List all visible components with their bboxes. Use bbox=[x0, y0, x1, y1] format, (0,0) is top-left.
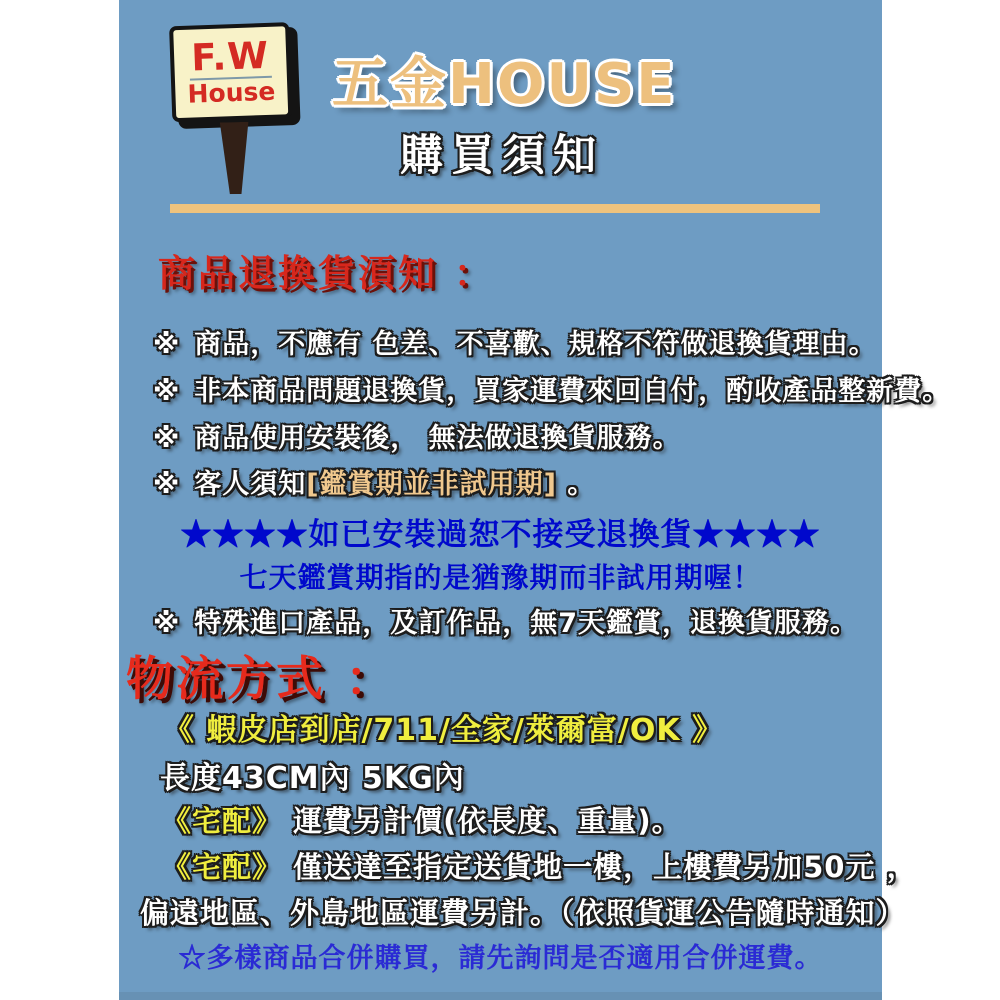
home-delivery-floor-text: 僅送達至指定送貨地一樓，上樓費另加50元 ， bbox=[282, 850, 917, 884]
home-delivery-tag: 《宅配》 bbox=[162, 850, 283, 884]
return-rule-item bbox=[153, 322, 877, 361]
size-weight-limit: 長度43CM內 5KG內 bbox=[160, 761, 465, 796]
installed-no-return-warning: ★★★★如已安裝過恕不接受退換貨★★★★ bbox=[180, 517, 821, 553]
home-delivery-fee-text: 運費另計價(依長度、重量)。 bbox=[282, 804, 682, 838]
logo-text-house: House bbox=[187, 76, 276, 109]
home-delivery-floor-line bbox=[162, 845, 917, 886]
logo-text-fw: F.W bbox=[190, 33, 270, 80]
return-rule-text: 。 bbox=[556, 469, 596, 500]
return-rule-text: 特殊進口產品，及訂作品，無7天鑑賞，退換貨服務。 bbox=[194, 608, 859, 639]
tan-divider-bar bbox=[170, 204, 820, 213]
home-delivery-fee-line bbox=[162, 799, 682, 840]
reference-mark: ※ bbox=[153, 329, 181, 360]
reference-mark: ※ bbox=[153, 608, 181, 639]
reference-mark: ※ bbox=[153, 423, 181, 454]
reference-mark: ※ bbox=[153, 469, 181, 500]
return-rule-text: 非本商品問題退換貨，買家運費來回自付，酌收產品整新費。 bbox=[194, 376, 951, 407]
appreciation-period-highlight: [鑑賞期並非試用期] bbox=[306, 469, 557, 500]
appreciation-period-reminder: 七天鑑賞期指的是猶豫期而非試用期喔！ bbox=[239, 561, 762, 594]
returns-heading: 商品退換貨湏知 ： bbox=[158, 252, 494, 295]
combined-shipping-note: ☆多樣商品合併購買，請先詢問是否適用合併運費。 bbox=[178, 943, 823, 974]
sign-handle bbox=[217, 122, 252, 195]
reference-mark: ※ bbox=[153, 376, 181, 407]
return-rule-text: 商品使用安裝後， 無法做退換貨服務。 bbox=[194, 423, 681, 454]
return-rule-item bbox=[153, 462, 595, 501]
remote-area-fee-line: 偏遠地區、外島地區運費另計。（依照貨運公告隨時通知） bbox=[140, 896, 906, 930]
page-title: 五金HOUSE bbox=[332, 52, 677, 117]
logistics-heading: 物流方式 ： bbox=[126, 652, 396, 707]
bottom-strip bbox=[119, 992, 882, 1000]
sign-plate bbox=[169, 22, 292, 122]
return-rule-text: 商品，不應有 色差、不喜歡、規格不符做退換貨理由。 bbox=[194, 329, 877, 360]
return-rule-item bbox=[153, 416, 681, 455]
return-rule-item bbox=[153, 369, 950, 408]
fw-house-sign-logo bbox=[169, 22, 305, 196]
return-rule-text: 客人須知 bbox=[194, 469, 307, 500]
home-delivery-tag: 《宅配》 bbox=[162, 804, 283, 838]
store-pickup-options: 《 蝦皮店到店/711/全家/萊爾富/OK 》 bbox=[164, 713, 724, 748]
page-subtitle: 購買須知 bbox=[400, 131, 604, 181]
return-rule-item bbox=[153, 601, 858, 640]
